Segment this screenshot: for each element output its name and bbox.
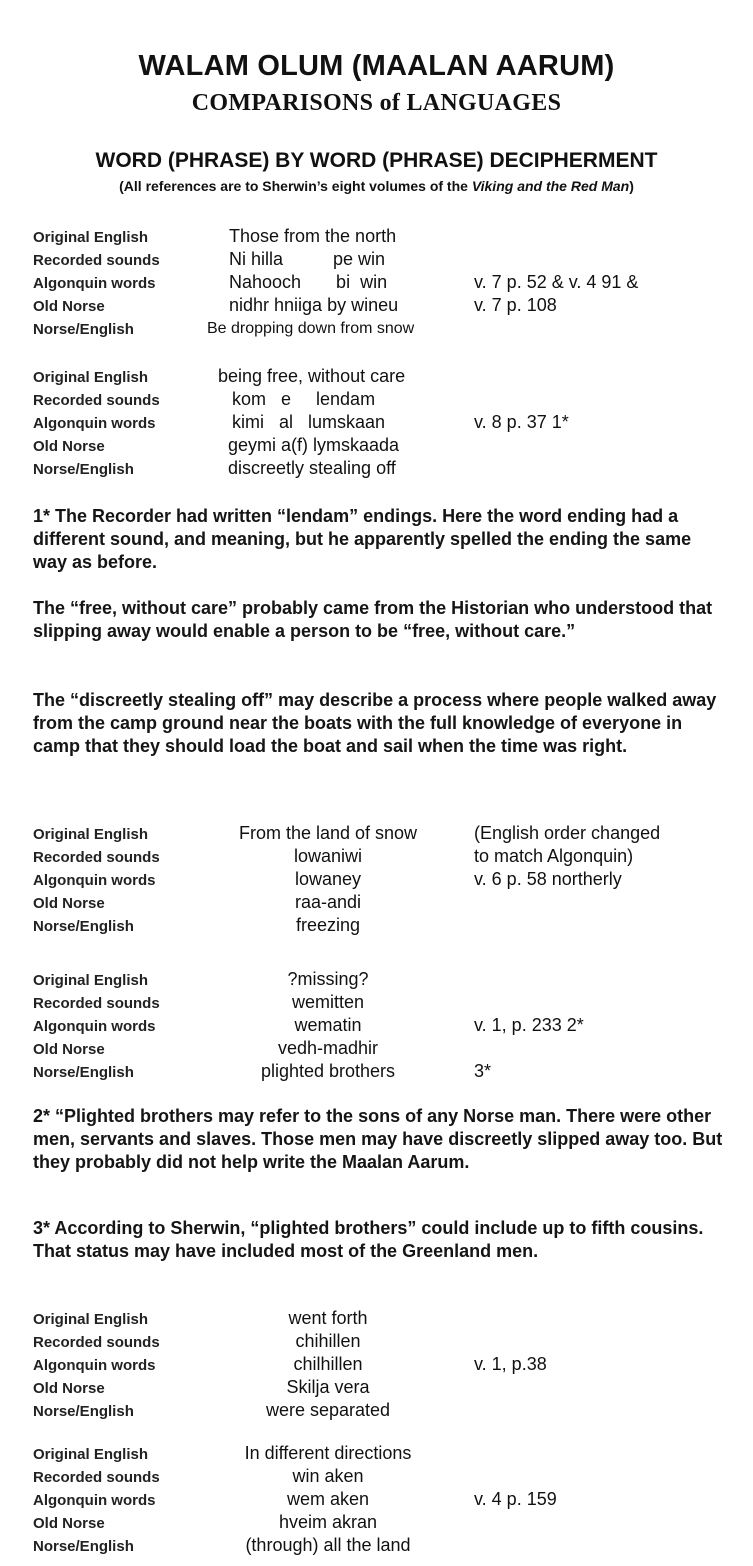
row-value: kom e lendam (232, 389, 376, 409)
row-norse-english (0, 318, 753, 341)
row-label: Norse/English (33, 918, 134, 935)
row-value: plighted brothers (260, 1061, 396, 1081)
row-original-english (0, 1308, 753, 1331)
row-algonquin-words (0, 1489, 753, 1512)
row-label: Algonquin words (33, 275, 156, 292)
row-reference: v. 6 p. 58 northerly (474, 869, 622, 889)
row-label: Recorded sounds (33, 995, 160, 1012)
row-reference: to match Algonquin) (474, 846, 634, 866)
row-norse-english (0, 1061, 753, 1084)
row-label: Recorded sounds (33, 1469, 160, 1486)
row-algonquin-words (0, 869, 753, 892)
row-value: raa-andi (294, 892, 362, 912)
row-original-english (0, 1443, 753, 1466)
row-label: Old Norse (33, 298, 105, 315)
row-old-norse (0, 435, 753, 458)
row-recorded-sounds (0, 846, 753, 869)
row-label: Norse/English (33, 461, 134, 478)
row-old-norse (0, 295, 753, 318)
row-value: freezing (295, 915, 361, 935)
row-value: Those from the north (229, 226, 397, 246)
row-recorded-sounds (0, 1466, 753, 1489)
row-recorded-sounds (0, 249, 753, 272)
commentary-paragraph: The “free, without care” probably came from the Historian who understood that slipping away would enable a person to be “free, without care.” (33, 598, 713, 641)
row-original-english (0, 226, 753, 249)
row-value: (through) all the land (245, 1535, 411, 1555)
row-reference: 3* (474, 1061, 492, 1081)
row-old-norse (0, 1377, 753, 1400)
row-original-english (0, 366, 753, 389)
row-label: Original English (33, 369, 149, 386)
reference-book-title: Viking and the Red Man (471, 178, 630, 194)
row-value: From the land of snow (238, 823, 418, 843)
row-algonquin-words (0, 412, 753, 435)
row-label: Original English (33, 826, 149, 843)
row-value: lowaney (294, 869, 362, 889)
row-recorded-sounds (0, 1331, 753, 1354)
row-old-norse (0, 1038, 753, 1061)
row-value: In different directions (244, 1443, 412, 1463)
row-norse-english (0, 458, 753, 481)
commentary-paragraph: The “discreetly stealing off” may describe a process where people walked away from the camp ground near the boats with the full knowledge of everyone in camp that they should load the boat and sail when the time was right. (33, 690, 717, 756)
row-value: discreetly stealing off (228, 458, 396, 478)
row-label: Original English (33, 1446, 149, 1463)
row-label: Algonquin words (33, 1018, 156, 1035)
row-label: Recorded sounds (33, 252, 160, 269)
row-recorded-sounds (0, 389, 753, 412)
row-algonquin-words (0, 272, 753, 295)
row-value: nidhr hniiga by wineu (229, 295, 399, 315)
row-norse-english (0, 915, 753, 938)
row-norse-english (0, 1535, 753, 1558)
row-label: Algonquin words (33, 1357, 156, 1374)
row-reference: v. 7 p. 108 (474, 295, 557, 315)
row-value: went forth (288, 1308, 368, 1328)
reference-note-prefix: (All references are to Sherwin’s eight volumes of the (119, 178, 472, 194)
reference-note (0, 178, 753, 194)
footnote-paragraph: 2* “Plighted brothers may refer to the sons of any Norse man. There were other men, servants and slaves. Those men may have discreetly slipped away too. But they probably did not help write the Maalan Aarum. (33, 1106, 723, 1172)
row-original-english (0, 969, 753, 992)
row-label: Original English (33, 229, 149, 246)
row-label: Old Norse (33, 895, 105, 912)
section-heading: WORD (PHRASE) BY WORD (PHRASE) DECIPHERMENT (95, 149, 658, 172)
row-reference: (English order changed (474, 823, 661, 843)
row-value: lowaniwi (293, 846, 363, 866)
footnote-paragraph: 3* According to Sherwin, “plighted brothers” could include up to fifth cousins. That status may have included most of the Greenland men. (33, 1218, 704, 1261)
row-label: Norse/English (33, 1403, 134, 1420)
row-reference: v. 4 p. 159 (474, 1489, 557, 1509)
row-value: Be dropping down from snow (207, 320, 415, 337)
row-reference: v. 1, p.38 (474, 1354, 547, 1374)
row-label: Original English (33, 972, 149, 989)
row-value: vedh-madhir (277, 1038, 379, 1058)
row-recorded-sounds (0, 992, 753, 1015)
row-label: Old Norse (33, 1515, 105, 1532)
row-label: Recorded sounds (33, 1334, 160, 1351)
row-label: Norse/English (33, 1064, 134, 1081)
row-reference: v. 7 p. 52 & v. 4 91 & (474, 272, 639, 292)
row-label: Old Norse (33, 1041, 105, 1058)
document-subtitle: COMPARISONS of LANGUAGES (191, 90, 562, 116)
row-reference: v. 8 p. 37 1* (474, 412, 569, 432)
row-old-norse (0, 1512, 753, 1535)
row-label: Norse/English (33, 1538, 134, 1555)
row-value: wemitten (291, 992, 365, 1012)
row-label: Algonquin words (33, 1492, 156, 1509)
row-value: Nahooch bi win (229, 272, 388, 292)
row-old-norse (0, 892, 753, 915)
row-reference: v. 1, p. 233 2* (474, 1015, 584, 1035)
row-value: being free, without care (218, 366, 406, 386)
row-value: geymi a(f) lymskaada (228, 435, 400, 455)
row-value: chihillen (295, 1331, 361, 1351)
row-norse-english (0, 1400, 753, 1423)
row-label: Norse/English (33, 321, 134, 338)
row-original-english (0, 823, 753, 846)
footnote-paragraph: 1* The Recorder had written “lendam” endings. Here the word ending had a different sound, and meaning, but he apparently spelled the ending the same way as before. (33, 506, 692, 572)
row-label: Algonquin words (33, 415, 156, 432)
row-label: Algonquin words (33, 872, 156, 889)
row-value: Ni hilla pe win (229, 249, 386, 269)
row-value: ?missing? (287, 969, 369, 989)
row-value: were separated (265, 1400, 391, 1420)
row-algonquin-words (0, 1354, 753, 1377)
row-value: hveim akran (278, 1512, 378, 1532)
row-value: wematin (294, 1015, 362, 1035)
row-value: chilhillen (293, 1354, 363, 1374)
row-label: Recorded sounds (33, 392, 160, 409)
row-label: Original English (33, 1311, 149, 1328)
document-title: WALAM OLUM (MAALAN AARUM) (138, 50, 615, 82)
row-label: Old Norse (33, 438, 105, 455)
row-value: kimi al lumskaan (232, 412, 386, 432)
row-value: wem aken (286, 1489, 370, 1509)
row-label: Recorded sounds (33, 849, 160, 866)
row-label: Old Norse (33, 1380, 105, 1397)
row-value: Skilja vera (286, 1377, 370, 1397)
row-value: win aken (292, 1466, 364, 1486)
reference-note-suffix: ) (629, 178, 634, 194)
row-algonquin-words (0, 1015, 753, 1038)
